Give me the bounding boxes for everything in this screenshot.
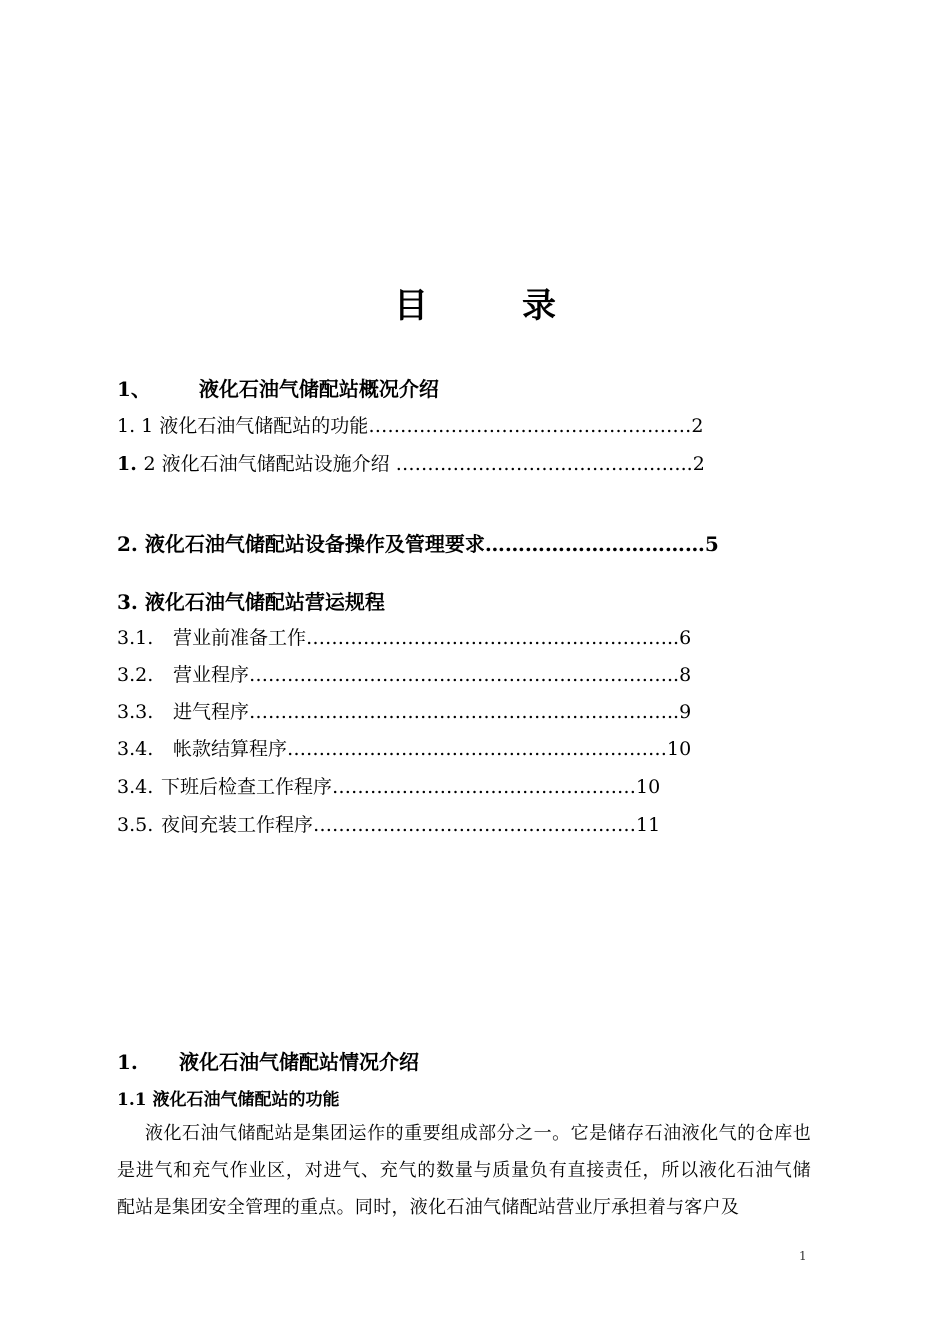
toc-section3[interactable]: 3. 液化石油气储配站营运规程 bbox=[117, 590, 385, 614]
toc-entry-3-4-b[interactable] bbox=[117, 772, 660, 799]
toc-entry-text: 1 液化石油气储配站的功能 bbox=[141, 415, 369, 437]
toc-title: 目 录 bbox=[394, 286, 586, 326]
toc-entry-leader: ………………………………………………………….. bbox=[249, 664, 680, 686]
toc-entry-page: 2 bbox=[691, 415, 704, 437]
toc-entry-3-4[interactable] bbox=[117, 734, 691, 761]
toc-entry-text: 营业前准备工作 bbox=[173, 627, 307, 649]
section-heading-title: 液化石油气储配站情况介绍 bbox=[179, 1050, 419, 1074]
toc-entry-leader: ………………………………………………………….. bbox=[249, 701, 680, 723]
body-paragraph: 液化石油气储配站是集团运作的重要组成部分之一。它是储存石油液化气的仓库也是进气和充气作业区，对进气、充气的数量与质量负有直接责任，所以液化石油气储配站是集团安全管理的重点。同时，液化石油气储配站营业厅承担着与客户及 bbox=[117, 1123, 811, 1218]
toc-entry-3-5[interactable] bbox=[117, 810, 660, 837]
toc-entry-leader: ……………………………………….. bbox=[395, 453, 693, 475]
section-heading-num: 1. bbox=[117, 1050, 138, 1074]
toc-entry-1-1[interactable] bbox=[117, 411, 703, 438]
page-number: 1 bbox=[799, 1249, 807, 1263]
toc-entry-3-3[interactable] bbox=[117, 697, 691, 724]
toc-entry-leader: …………………………………………… bbox=[313, 814, 637, 836]
toc-entry-text: 2 液化石油气储配站设施介绍 bbox=[143, 453, 396, 475]
toc-entry-1-2[interactable] bbox=[117, 449, 705, 476]
toc-entry-text: 下班后检查工作程序 bbox=[161, 776, 333, 798]
section-heading-1 bbox=[117, 1046, 419, 1075]
toc-entry-num: 3.5. bbox=[117, 814, 154, 836]
toc-entry-num: 3.3. bbox=[117, 701, 154, 723]
toc-section2[interactable] bbox=[117, 528, 719, 557]
toc-entry-page: 9 bbox=[679, 701, 692, 723]
toc-entry-page: 8 bbox=[679, 664, 692, 686]
toc-entry-leader: ………………………………………… bbox=[332, 776, 637, 798]
toc-entry-page: 10 bbox=[636, 776, 661, 798]
toc-entry-page: 2 bbox=[692, 453, 705, 475]
toc-entry-num: 1. bbox=[117, 453, 144, 475]
toc-entry-num: 3.4. bbox=[117, 776, 154, 798]
toc-entry-page: 5 bbox=[704, 532, 719, 556]
toc-section1-title: 液化石油气储配站概况介绍 bbox=[198, 377, 439, 401]
toc-entry-text: 帐款结算程序 bbox=[173, 738, 288, 760]
toc-entry-page: 6 bbox=[679, 627, 692, 649]
toc-entry-text: 营业程序 bbox=[173, 664, 250, 686]
toc-section2-text: 2. 液化石油气储配站设备操作及管理要求 bbox=[117, 532, 485, 556]
toc-section1-num: 1、 bbox=[117, 377, 151, 401]
toc-entry-num: 3.2. bbox=[117, 664, 154, 686]
toc-entry-leader: …………………………… bbox=[484, 532, 705, 556]
toc-entry-page: 10 bbox=[667, 738, 692, 760]
toc-entry-num: 3.1. bbox=[117, 627, 154, 649]
section-heading-1-1: 1.1 液化石油气储配站的功能 bbox=[117, 1090, 340, 1110]
toc-entry-leader: …………………………………………… bbox=[368, 415, 692, 437]
toc-entry-num: 3.4. bbox=[117, 738, 154, 760]
toc-entry-3-2[interactable] bbox=[117, 660, 691, 687]
toc-entry-leader: ………………………………………………….. bbox=[306, 627, 680, 649]
toc-entry-text: 进气程序 bbox=[173, 701, 250, 723]
toc-entry-page: 11 bbox=[636, 814, 661, 836]
toc-entry-leader: …………………………………………………… bbox=[287, 738, 668, 760]
toc-entry-text: 夜间充装工作程序 bbox=[161, 814, 314, 836]
toc-entry-num: 1. bbox=[117, 415, 142, 437]
toc-entry-3-1[interactable] bbox=[117, 623, 691, 650]
toc-section1 bbox=[117, 373, 439, 402]
